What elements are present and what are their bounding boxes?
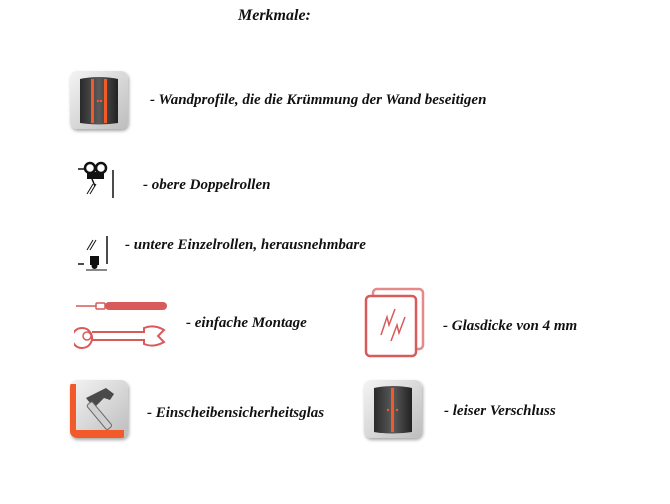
feature-text-top-rollers: - obere Doppelrollen	[143, 177, 271, 193]
feature-text-easy-assembly: - einfache Montage	[186, 315, 307, 331]
feature-text-wall-profiles: - Wandprofile, die die Krümmung der Wand beseitigen	[150, 92, 487, 108]
features-heading: Merkmale:	[238, 7, 311, 24]
quiet-closure-icon	[364, 380, 422, 438]
curved-wall-profile-icon	[70, 71, 128, 129]
feature-text-quiet-closure: - leiser Verschluss	[444, 403, 556, 419]
glass-pane-icon	[363, 287, 427, 359]
feature-text-safety-glass: - Einscheibensicherheitsglas	[147, 405, 325, 421]
top-double-roller-icon	[76, 160, 120, 200]
feature-text-glass-thickness: - Glasdicke von 4 mm	[443, 318, 578, 334]
feature-text-bottom-rollers: - untere Einzelrollen, herausnehmbare	[125, 237, 366, 253]
hammer-glass-icon	[70, 380, 128, 438]
bottom-single-roller-icon	[76, 232, 120, 272]
screwdriver-wrench-icon	[74, 300, 172, 352]
